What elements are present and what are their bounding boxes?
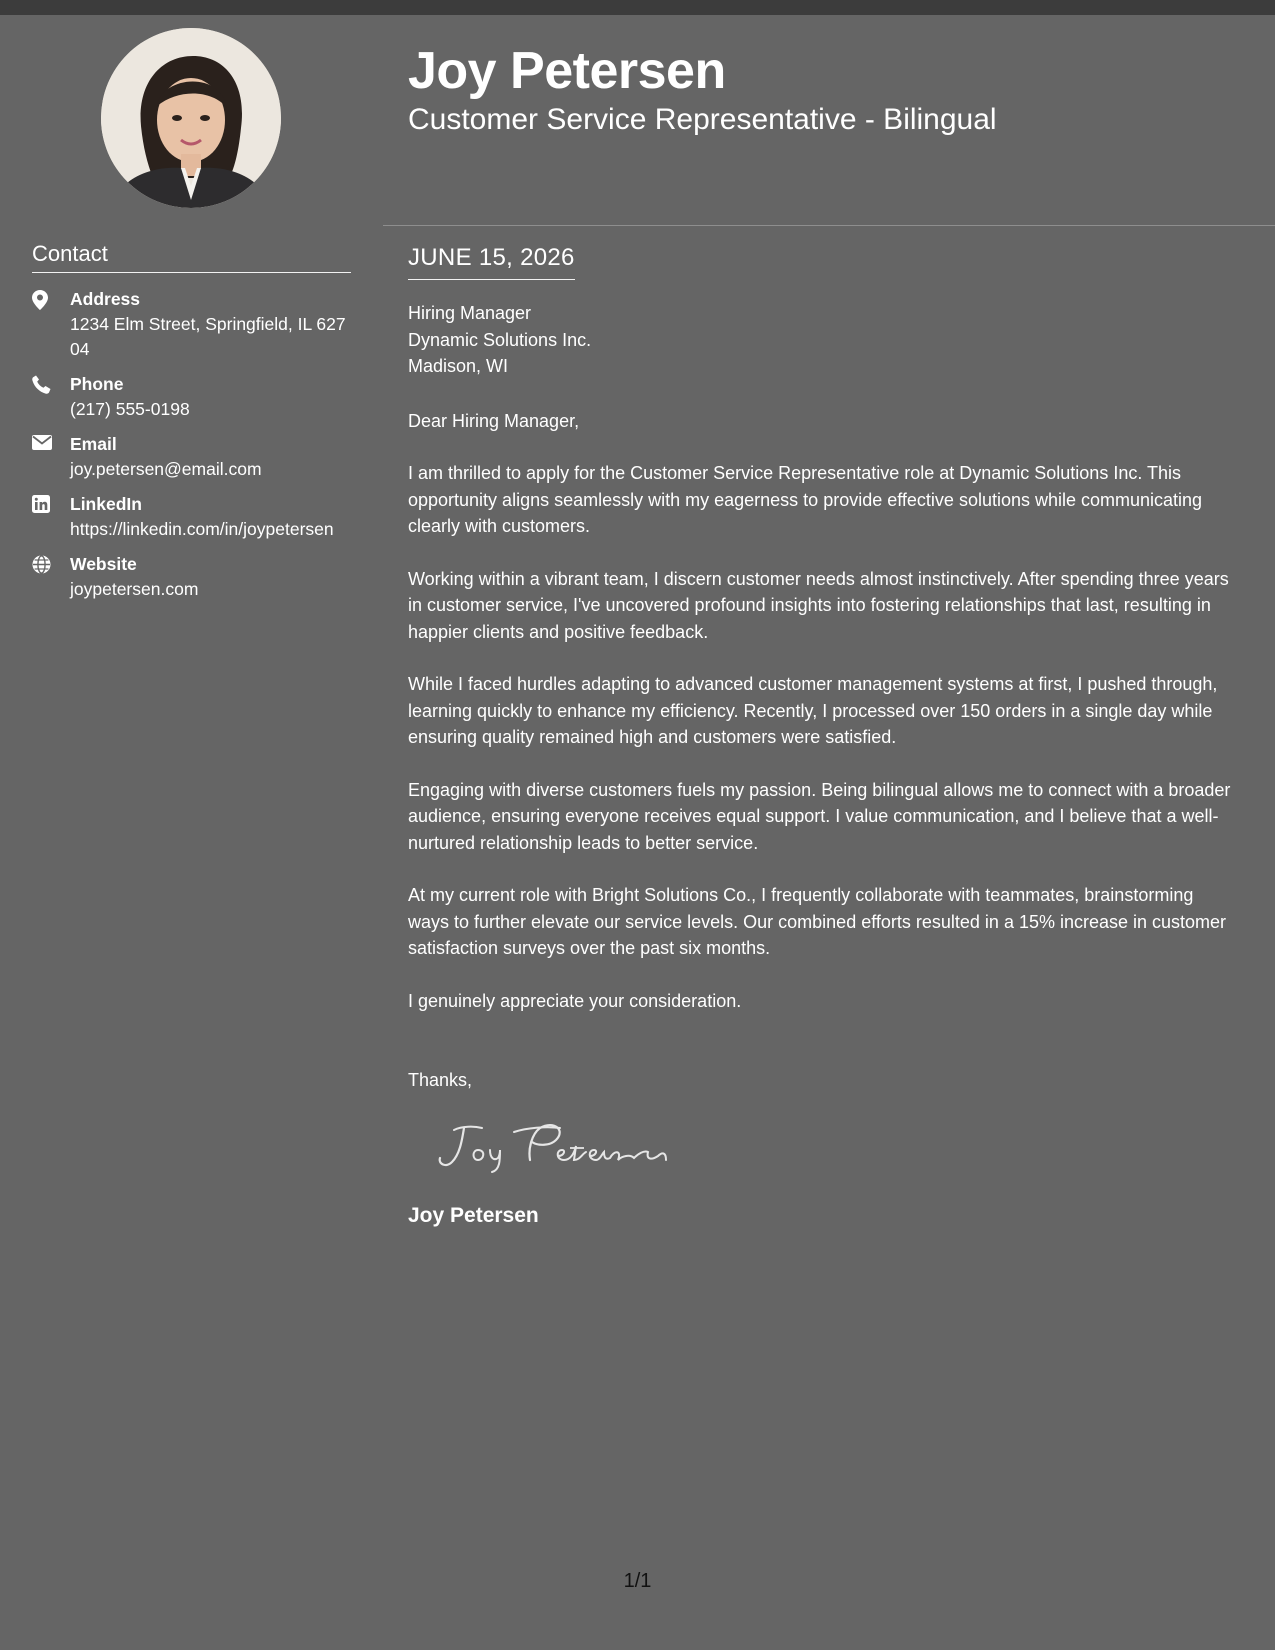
contact-value: joypetersen.com: [70, 579, 199, 599]
letter-body: [408, 243, 1238, 1230]
avatar: [101, 28, 281, 208]
contact-heading: Contact: [32, 241, 351, 273]
letter-header: [408, 40, 997, 138]
globe-icon: [32, 552, 70, 602]
phone-icon: [32, 372, 70, 422]
sidebar: [0, 15, 383, 1650]
recipient-line: Madison, WI: [408, 356, 509, 376]
linkedin-icon: [32, 492, 70, 542]
contact-item-linkedin: [32, 492, 352, 542]
location-pin-icon: [32, 287, 70, 362]
handwritten-signature: [434, 1120, 1238, 1182]
candidate-role: Customer Service Representative - Bilingual: [408, 103, 997, 136]
contact-label: Website: [70, 554, 137, 574]
contact-value: 1234 Elm Street, Springfield, IL 62704: [70, 314, 346, 359]
letter-date: JUNE 15, 2026: [408, 243, 575, 280]
contact-value: (217) 555-0198: [70, 399, 190, 419]
contact-label: Email: [70, 434, 117, 454]
body-paragraph: I am thrilled to apply for the Customer Service Representative role at Dynamic Solutions Inc. This opportunity aligns seamlessly with my eagerness to provide effective solutions while communicating clearly with customers.: [408, 463, 1203, 536]
contact-label: Phone: [70, 374, 124, 394]
candidate-name: Joy Petersen: [408, 42, 726, 100]
body-paragraph: At my current role with Bright Solutions Co., I frequently collaborate with teammates, brainstorming ways to further elevate our service levels. Our combined efforts resulted in a 15% increase in customer satisfaction surveys over the past six months.: [408, 885, 1227, 958]
header-divider: [383, 225, 1275, 226]
top-bar: [0, 0, 1275, 15]
recipient-line: Dynamic Solutions Inc.: [408, 329, 592, 350]
signer-name: Joy Petersen: [408, 1204, 539, 1227]
contact-value: https://linkedin.com/in/joypetersen: [70, 519, 334, 539]
body-paragraph: I genuinely appreciate your consideration.: [408, 990, 742, 1011]
contact-label: Address: [70, 289, 141, 309]
recipient-block: [408, 300, 1238, 380]
body-paragraph: Working within a vibrant team, I discern customer needs almost instinctively. After spending three years in customer service, I've uncovered profound insights into fostering relationships that last, resulting in happier clients and positive feedback.: [408, 568, 1229, 642]
salutation: Dear Hiring Manager,: [408, 410, 580, 431]
contact-item-website: [32, 552, 352, 602]
page-indicator: 1/1: [623, 1570, 652, 1592]
closing: Thanks,: [408, 1070, 473, 1090]
contact-item-email: [32, 432, 352, 482]
envelope-icon: [32, 432, 70, 482]
contact-list: [32, 287, 352, 612]
contact-value: joy.petersen@email.com: [70, 459, 262, 479]
recipient-line: Hiring Manager: [408, 303, 532, 323]
body-paragraph: While I faced hurdles adapting to advanced customer management systems at first, I pushed through, learning quickly to enhance my efficiency. Recently, I processed over 150 orders in a single day while ensuring quality remained high and customers were satisfied.: [408, 674, 1218, 747]
contact-item-phone: [32, 372, 352, 422]
contact-item-address: [32, 287, 352, 362]
body-paragraph: Engaging with diverse customers fuels my passion. Being bilingual allows me to connect with a broader audience, ensuring everyone receives equal support. I value communication, and I believe that a well-nurtured relationship leads to better service.: [408, 779, 1231, 853]
contact-label: LinkedIn: [70, 494, 142, 514]
